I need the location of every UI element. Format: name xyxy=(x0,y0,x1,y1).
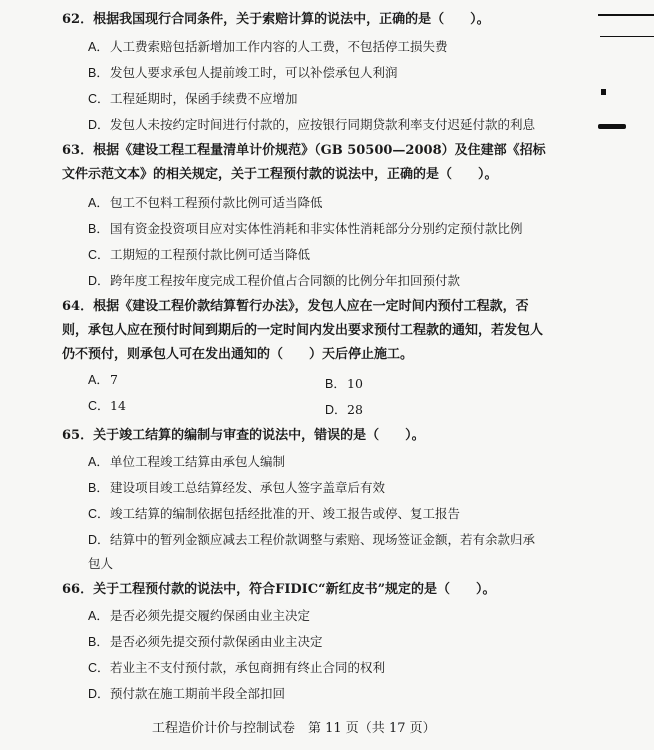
question-64-stem: 64．根据《建设工程价款结算暂行办法》，发包人应在一定时间内预付工程款，否则，承包人应在预付时间到期后的一定时间内发出要求预付工程款的通知，若发包人仍不预付，则承包人可在发出通知的（ ）天后停止施工。 xyxy=(62,299,544,362)
q64-option-b: B．10 xyxy=(325,376,363,391)
question-65-stem: 65．关于竣工结算的编制与审查的说法中，错误的是（ ）。 xyxy=(62,428,425,443)
q62-option-a: A．人工费索赔包括新增加工作内容的人工费，不包括停工损失费 xyxy=(88,39,448,54)
q63-option-d: D．跨年度工程按年度完成工程价值占合同额的比例分年扣回预付款 xyxy=(88,273,461,288)
question-66-stem: 66．关于工程预付款的说法中，符合FIDIC“新红皮书”规定的是（ ）。 xyxy=(62,582,496,597)
scan-mark-smudge xyxy=(598,124,626,129)
question-62-stem: 62．根据我国现行合同条件，关于索赔计算的说法中，正确的是（ ）。 xyxy=(62,12,490,27)
q62-option-c: C．工程延期时，保函手续费不应增加 xyxy=(88,91,298,106)
q66-option-a: A．是否必须先提交履约保函由业主决定 xyxy=(88,608,311,623)
q65-option-b: B．建设项目竣工总结算经发、承包人签字盖章后有效 xyxy=(88,480,386,495)
q63-option-b: B．国有资金投资项目应对实体性消耗和非实体性消耗部分分别约定预付款比例 xyxy=(88,221,523,236)
q66-option-c: C．若业主不支付预付款，承包商拥有终止合同的权利 xyxy=(88,660,386,675)
scan-mark-line-top xyxy=(598,14,654,16)
q63-option-a: A．包工不包料工程预付款比例可适当降低 xyxy=(88,195,323,210)
q66-option-d: D．预付款在施工期前半段全部扣回 xyxy=(88,686,286,701)
question-63-stem: 63．根据《建设工程工程量清单计价规范》（GB 50500—2008）及住建部《招标文件示范文本》的相关规定，关于工程预付款的说法中，正确的是（ ）。 xyxy=(62,143,546,182)
scan-mark-dot xyxy=(601,89,606,95)
q62-option-d: D．发包人未按约定时间进行付款的，应按银行同期贷款利率支付迟延付款的利息 xyxy=(88,117,536,132)
q64-option-d: D．28 xyxy=(325,402,363,417)
scan-mark-line-second xyxy=(600,36,654,37)
q66-option-b: B．是否必须先提交预付款保函由业主决定 xyxy=(88,634,323,649)
q65-option-d: D．结算中的暂列金额应减去工程价款调整与索赔、现场签证金额，若有余款归承包人 xyxy=(88,532,536,571)
q64-option-a: A．7 xyxy=(88,372,118,387)
q62-option-b: B．发包人要求承包人提前竣工时，可以补偿承包人利润 xyxy=(88,65,398,80)
q65-option-c: C．竣工结算的编制依据包括经批准的开、竣工报告或停、复工报告 xyxy=(88,506,461,521)
q65-option-a: A．单位工程竣工结算由承包人编制 xyxy=(88,454,286,469)
q63-option-c: C．工期短的工程预付款比例可适当降低 xyxy=(88,247,311,262)
page-footer: 工程造价计价与控制试卷 第 11 页（共 17 页） xyxy=(152,721,436,736)
q64-option-c: C．14 xyxy=(88,398,126,413)
